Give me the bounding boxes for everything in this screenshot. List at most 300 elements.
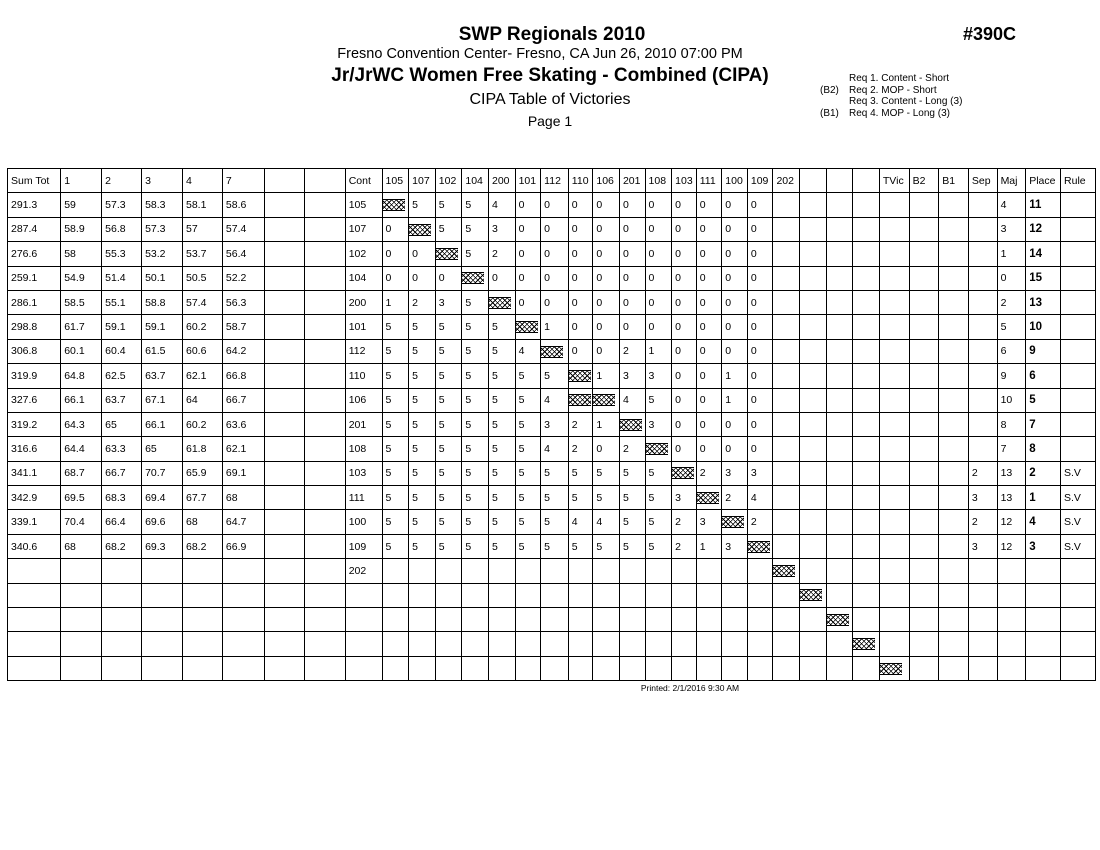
- table-cell: [968, 364, 997, 388]
- table-cell: 5: [488, 510, 515, 534]
- table-row: [8, 412, 1096, 436]
- table-cell: [304, 217, 345, 241]
- table-cell: [853, 266, 880, 290]
- table-cell: 60.2: [183, 315, 223, 339]
- table-row: [8, 534, 1096, 558]
- table-cell: [264, 364, 304, 388]
- table-cell: [409, 632, 436, 656]
- table-cell: 5: [462, 412, 489, 436]
- table-cell: [462, 632, 489, 656]
- table-cell: [645, 559, 672, 583]
- table-cell: [568, 583, 593, 607]
- table-cell: 5: [462, 388, 489, 412]
- table-cell: [773, 266, 800, 290]
- table-cell: 70.4: [61, 510, 102, 534]
- table-cell: 341.1: [8, 461, 61, 485]
- table-row: [8, 656, 1096, 680]
- column-header: 200: [488, 169, 515, 193]
- table-cell: 58.7: [222, 315, 264, 339]
- table-cell: 64.4: [61, 437, 102, 461]
- table-cell: 68: [61, 534, 102, 558]
- table-cell: [939, 656, 969, 680]
- table-cell: 5: [488, 388, 515, 412]
- table-cell: [909, 486, 939, 510]
- table-cell: [879, 632, 909, 656]
- table-cell: [909, 388, 939, 412]
- table-cell: [462, 266, 489, 290]
- table-cell: 0: [747, 217, 773, 241]
- table-cell: [264, 632, 304, 656]
- table-cell: 5: [435, 412, 462, 436]
- table-cell: 5: [515, 437, 541, 461]
- page-number: Page 1: [527, 113, 573, 129]
- table-cell: [853, 315, 880, 339]
- table-cell: [1061, 290, 1096, 314]
- table-cell: 100: [345, 510, 382, 534]
- table-cell: [222, 559, 264, 583]
- table-cell: 12: [1026, 217, 1061, 241]
- table-cell: [773, 364, 800, 388]
- table-cell: [382, 656, 409, 680]
- table-cell: 319.9: [8, 364, 61, 388]
- table-cell: 66.7: [222, 388, 264, 412]
- table-cell: 68.7: [61, 461, 102, 485]
- table-cell: 0: [696, 315, 722, 339]
- table-cell: [696, 486, 722, 510]
- table-cell: 5: [435, 486, 462, 510]
- table-cell: 15: [1026, 266, 1061, 290]
- table-cell: [800, 266, 827, 290]
- table-cell: 0: [541, 193, 569, 217]
- table-cell: 0: [747, 315, 773, 339]
- table-cell: [909, 534, 939, 558]
- table-cell: 5: [515, 388, 541, 412]
- requirement-tag: [820, 96, 849, 108]
- table-cell: [997, 608, 1026, 632]
- table-cell: [619, 608, 645, 632]
- table-cell: [672, 461, 697, 485]
- table-cell: 0: [722, 290, 748, 314]
- table-cell: [722, 510, 748, 534]
- table-cell: [696, 656, 722, 680]
- table-cell: [264, 315, 304, 339]
- table-cell: [142, 559, 183, 583]
- table-cell: [435, 632, 462, 656]
- table-cell: 316.6: [8, 437, 61, 461]
- table-cell: 55.3: [102, 242, 142, 266]
- table-cell: 13: [1026, 290, 1061, 314]
- table-cell: 5: [409, 534, 436, 558]
- table-cell: 58: [61, 242, 102, 266]
- table-cell: 7: [1026, 412, 1061, 436]
- requirement-tag: [820, 73, 849, 85]
- table-cell: 62.1: [183, 364, 223, 388]
- table-cell: 58.1: [183, 193, 223, 217]
- table-cell: [879, 534, 909, 558]
- column-header: 103: [672, 169, 697, 193]
- table-cell: 61.7: [61, 315, 102, 339]
- table-cell: [939, 632, 969, 656]
- column-header: [264, 169, 304, 193]
- table-cell: [1061, 217, 1096, 241]
- table-cell: 0: [541, 290, 569, 314]
- table-cell: 0: [672, 388, 697, 412]
- table-cell: 68.3: [102, 486, 142, 510]
- table-cell: 66.7: [102, 461, 142, 485]
- table-cell: [879, 290, 909, 314]
- table-cell: [142, 632, 183, 656]
- table-cell: 12: [997, 510, 1026, 534]
- table-cell: [800, 486, 827, 510]
- table-cell: [409, 559, 436, 583]
- table-cell: [773, 339, 800, 363]
- column-header: B2: [909, 169, 939, 193]
- table-cell: [462, 656, 489, 680]
- column-header: 1: [61, 169, 102, 193]
- table-cell: 3: [645, 364, 672, 388]
- table-cell: [997, 559, 1026, 583]
- table-cell: 57.4: [222, 217, 264, 241]
- table-cell: [304, 364, 345, 388]
- table-cell: 5: [619, 510, 645, 534]
- requirement-row: [820, 96, 962, 108]
- table-cell: 276.6: [8, 242, 61, 266]
- table-cell: 0: [382, 242, 409, 266]
- table-cell: [853, 217, 880, 241]
- table-cell: [304, 534, 345, 558]
- table-cell: 0: [672, 364, 697, 388]
- table-cell: 57.4: [183, 290, 223, 314]
- table-cell: [8, 583, 61, 607]
- table-cell: [645, 583, 672, 607]
- table-cell: [968, 583, 997, 607]
- table-cell: [304, 583, 345, 607]
- table-cell: [541, 583, 569, 607]
- column-header: 202: [773, 169, 800, 193]
- table-cell: 5: [409, 315, 436, 339]
- table-cell: 0: [696, 412, 722, 436]
- table-cell: 53.2: [142, 242, 183, 266]
- table-cell: [1026, 608, 1061, 632]
- table-cell: 0: [696, 193, 722, 217]
- table-cell: 5: [382, 315, 409, 339]
- table-cell: 5: [997, 315, 1026, 339]
- table-cell: 5: [409, 461, 436, 485]
- column-header: 109: [747, 169, 773, 193]
- table-cell: [593, 388, 620, 412]
- table-cell: 0: [747, 388, 773, 412]
- table-cell: [879, 559, 909, 583]
- table-cell: 5: [435, 364, 462, 388]
- table-cell: 53.7: [183, 242, 223, 266]
- table-cell: [879, 193, 909, 217]
- table-cell: [264, 242, 304, 266]
- column-header: Place: [1026, 169, 1061, 193]
- table-row: [8, 461, 1096, 485]
- table-cell: 5: [593, 534, 620, 558]
- table-cell: [968, 290, 997, 314]
- self-match-hatch-icon: [880, 663, 902, 675]
- table-cell: 1: [382, 290, 409, 314]
- table-cell: 57.3: [102, 193, 142, 217]
- table-cell: [619, 583, 645, 607]
- table-cell: [800, 193, 827, 217]
- table-cell: [304, 290, 345, 314]
- table-cell: 0: [541, 217, 569, 241]
- table-cell: 65: [142, 437, 183, 461]
- table-cell: 5: [462, 486, 489, 510]
- table-cell: [619, 632, 645, 656]
- table-cell: [264, 217, 304, 241]
- table-cell: [997, 632, 1026, 656]
- table-cell: 9: [1026, 339, 1061, 363]
- table-cell: 5: [435, 388, 462, 412]
- table-cell: 69.3: [142, 534, 183, 558]
- table-cell: [462, 608, 489, 632]
- table-cell: [435, 242, 462, 266]
- self-match-hatch-icon: [541, 346, 563, 358]
- table-cell: 1: [696, 534, 722, 558]
- table-cell: [826, 656, 853, 680]
- column-header: 110: [568, 169, 593, 193]
- table-cell: [568, 656, 593, 680]
- table-cell: [722, 632, 748, 656]
- table-row: [8, 266, 1096, 290]
- column-header: Maj: [997, 169, 1026, 193]
- table-cell: 5: [382, 364, 409, 388]
- table-cell: 8: [1026, 437, 1061, 461]
- table-cell: 5: [1026, 388, 1061, 412]
- table-cell: [800, 559, 827, 583]
- table-cell: [773, 486, 800, 510]
- table-cell: 63.7: [102, 388, 142, 412]
- table-cell: [1061, 412, 1096, 436]
- table-cell: 0: [593, 266, 620, 290]
- table-cell: [264, 290, 304, 314]
- table-cell: 54.9: [61, 266, 102, 290]
- column-header: Cont: [345, 169, 382, 193]
- table-cell: [826, 290, 853, 314]
- table-cell: S.V: [1061, 534, 1096, 558]
- table-cell: [826, 266, 853, 290]
- table-cell: [909, 266, 939, 290]
- table-cell: 340.6: [8, 534, 61, 558]
- table-cell: 5: [462, 461, 489, 485]
- table-cell: [939, 339, 969, 363]
- table-cell: 5: [645, 534, 672, 558]
- table-cell: 52.2: [222, 266, 264, 290]
- table-row: [8, 339, 1096, 363]
- table-cell: 0: [568, 217, 593, 241]
- table-cell: 109: [345, 534, 382, 558]
- table-cell: 66.1: [61, 388, 102, 412]
- table-cell: 57: [183, 217, 223, 241]
- table-cell: 0: [696, 388, 722, 412]
- table-cell: 3: [619, 364, 645, 388]
- table-cell: 5: [409, 412, 436, 436]
- table-cell: 5: [435, 461, 462, 485]
- table-cell: [1061, 608, 1096, 632]
- table-cell: 69.4: [142, 486, 183, 510]
- table-cell: 0: [747, 437, 773, 461]
- table-cell: [879, 242, 909, 266]
- table-cell: 10: [997, 388, 1026, 412]
- requirement-tag: (B1): [820, 107, 839, 119]
- table-cell: [1061, 339, 1096, 363]
- table-cell: 5: [488, 437, 515, 461]
- table-cell: 5: [435, 510, 462, 534]
- column-header: Sum Tot: [8, 169, 61, 193]
- table-cell: 5: [435, 217, 462, 241]
- table-cell: [909, 510, 939, 534]
- table-cell: [722, 656, 748, 680]
- table-cell: 68: [222, 486, 264, 510]
- table-cell: 0: [488, 266, 515, 290]
- table-cell: [909, 412, 939, 436]
- table-cell: 4: [997, 193, 1026, 217]
- table-cell: 5: [409, 364, 436, 388]
- table-cell: [968, 217, 997, 241]
- table-cell: [939, 242, 969, 266]
- table-cell: [142, 608, 183, 632]
- table-cell: [939, 461, 969, 485]
- table-cell: 5: [409, 437, 436, 461]
- table-cell: [619, 412, 645, 436]
- table-cell: [102, 559, 142, 583]
- table-cell: [409, 583, 436, 607]
- table-cell: [800, 583, 827, 607]
- table-cell: [826, 583, 853, 607]
- table-cell: 69.5: [61, 486, 102, 510]
- table-cell: [909, 339, 939, 363]
- table-cell: [853, 583, 880, 607]
- table-cell: [515, 608, 541, 632]
- table-cell: [541, 559, 569, 583]
- table-cell: 11: [1026, 193, 1061, 217]
- table-cell: [800, 656, 827, 680]
- table-cell: 110: [345, 364, 382, 388]
- table-cell: [909, 193, 939, 217]
- table-cell: 2: [722, 486, 748, 510]
- table-cell: [382, 559, 409, 583]
- table-cell: [879, 315, 909, 339]
- self-match-hatch-icon: [436, 248, 458, 260]
- table-cell: [853, 388, 880, 412]
- table-cell: 2: [968, 461, 997, 485]
- table-cell: [264, 412, 304, 436]
- self-match-hatch-icon: [383, 199, 405, 211]
- table-cell: [968, 559, 997, 583]
- table-cell: 3: [541, 412, 569, 436]
- table-cell: [879, 583, 909, 607]
- table-cell: [568, 559, 593, 583]
- table-cell: [826, 437, 853, 461]
- self-match-hatch-icon: [409, 224, 431, 236]
- table-cell: 66.9: [222, 534, 264, 558]
- table-cell: [264, 266, 304, 290]
- table-cell: 0: [619, 315, 645, 339]
- table-cell: [968, 437, 997, 461]
- table-cell: 58.8: [142, 290, 183, 314]
- table-cell: 3: [722, 534, 748, 558]
- table-cell: [879, 437, 909, 461]
- table-cell: 58.9: [61, 217, 102, 241]
- table-cell: [568, 632, 593, 656]
- table-cell: 0: [747, 412, 773, 436]
- table-cell: [8, 632, 61, 656]
- table-cell: [773, 217, 800, 241]
- table-cell: 5: [435, 315, 462, 339]
- table-cell: 3: [997, 217, 1026, 241]
- table-cell: [696, 608, 722, 632]
- table-cell: 102: [345, 242, 382, 266]
- column-header: [826, 169, 853, 193]
- table-cell: [909, 437, 939, 461]
- table-cell: 66.4: [102, 510, 142, 534]
- table-cell: 3: [722, 461, 748, 485]
- table-cell: [879, 486, 909, 510]
- table-cell: 6: [997, 339, 1026, 363]
- table-cell: [853, 364, 880, 388]
- column-header: 105: [382, 169, 409, 193]
- requirement-text: Req 3. Content - Long (3): [849, 96, 963, 107]
- table-cell: 5: [568, 534, 593, 558]
- table-cell: [345, 608, 382, 632]
- table-cell: 13: [997, 461, 1026, 485]
- table-cell: [264, 486, 304, 510]
- table-cell: 0: [645, 290, 672, 314]
- table-cell: [826, 559, 853, 583]
- table-cell: [826, 364, 853, 388]
- table-cell: [1026, 656, 1061, 680]
- table-cell: 56.8: [102, 217, 142, 241]
- table-cell: 0: [568, 315, 593, 339]
- table-cell: 60.1: [61, 339, 102, 363]
- table-cell: 60.2: [183, 412, 223, 436]
- table-cell: S.V: [1061, 461, 1096, 485]
- table-cell: [142, 583, 183, 607]
- table-cell: 5: [488, 315, 515, 339]
- table-cell: [488, 632, 515, 656]
- table-cell: 5: [409, 510, 436, 534]
- column-header: 108: [645, 169, 672, 193]
- table-cell: 4: [568, 510, 593, 534]
- table-cell: 4: [593, 510, 620, 534]
- table-cell: 5: [488, 364, 515, 388]
- table-cell: [968, 315, 997, 339]
- table-cell: [909, 656, 939, 680]
- table-cell: 5: [462, 534, 489, 558]
- table-cell: [773, 510, 800, 534]
- table-cell: [773, 461, 800, 485]
- column-header: 201: [619, 169, 645, 193]
- table-cell: [1061, 242, 1096, 266]
- table-cell: 112: [345, 339, 382, 363]
- table-cell: 0: [696, 437, 722, 461]
- table-cell: [826, 510, 853, 534]
- table-cell: 1: [722, 388, 748, 412]
- table-cell: [773, 608, 800, 632]
- table-cell: [1061, 266, 1096, 290]
- table-cell: 0: [672, 437, 697, 461]
- table-cell: 63.7: [142, 364, 183, 388]
- table-cell: 5: [568, 461, 593, 485]
- table-cell: [939, 388, 969, 412]
- table-cell: [800, 217, 827, 241]
- table-row: [8, 486, 1096, 510]
- table-cell: 70.7: [142, 461, 183, 485]
- table-cell: [264, 534, 304, 558]
